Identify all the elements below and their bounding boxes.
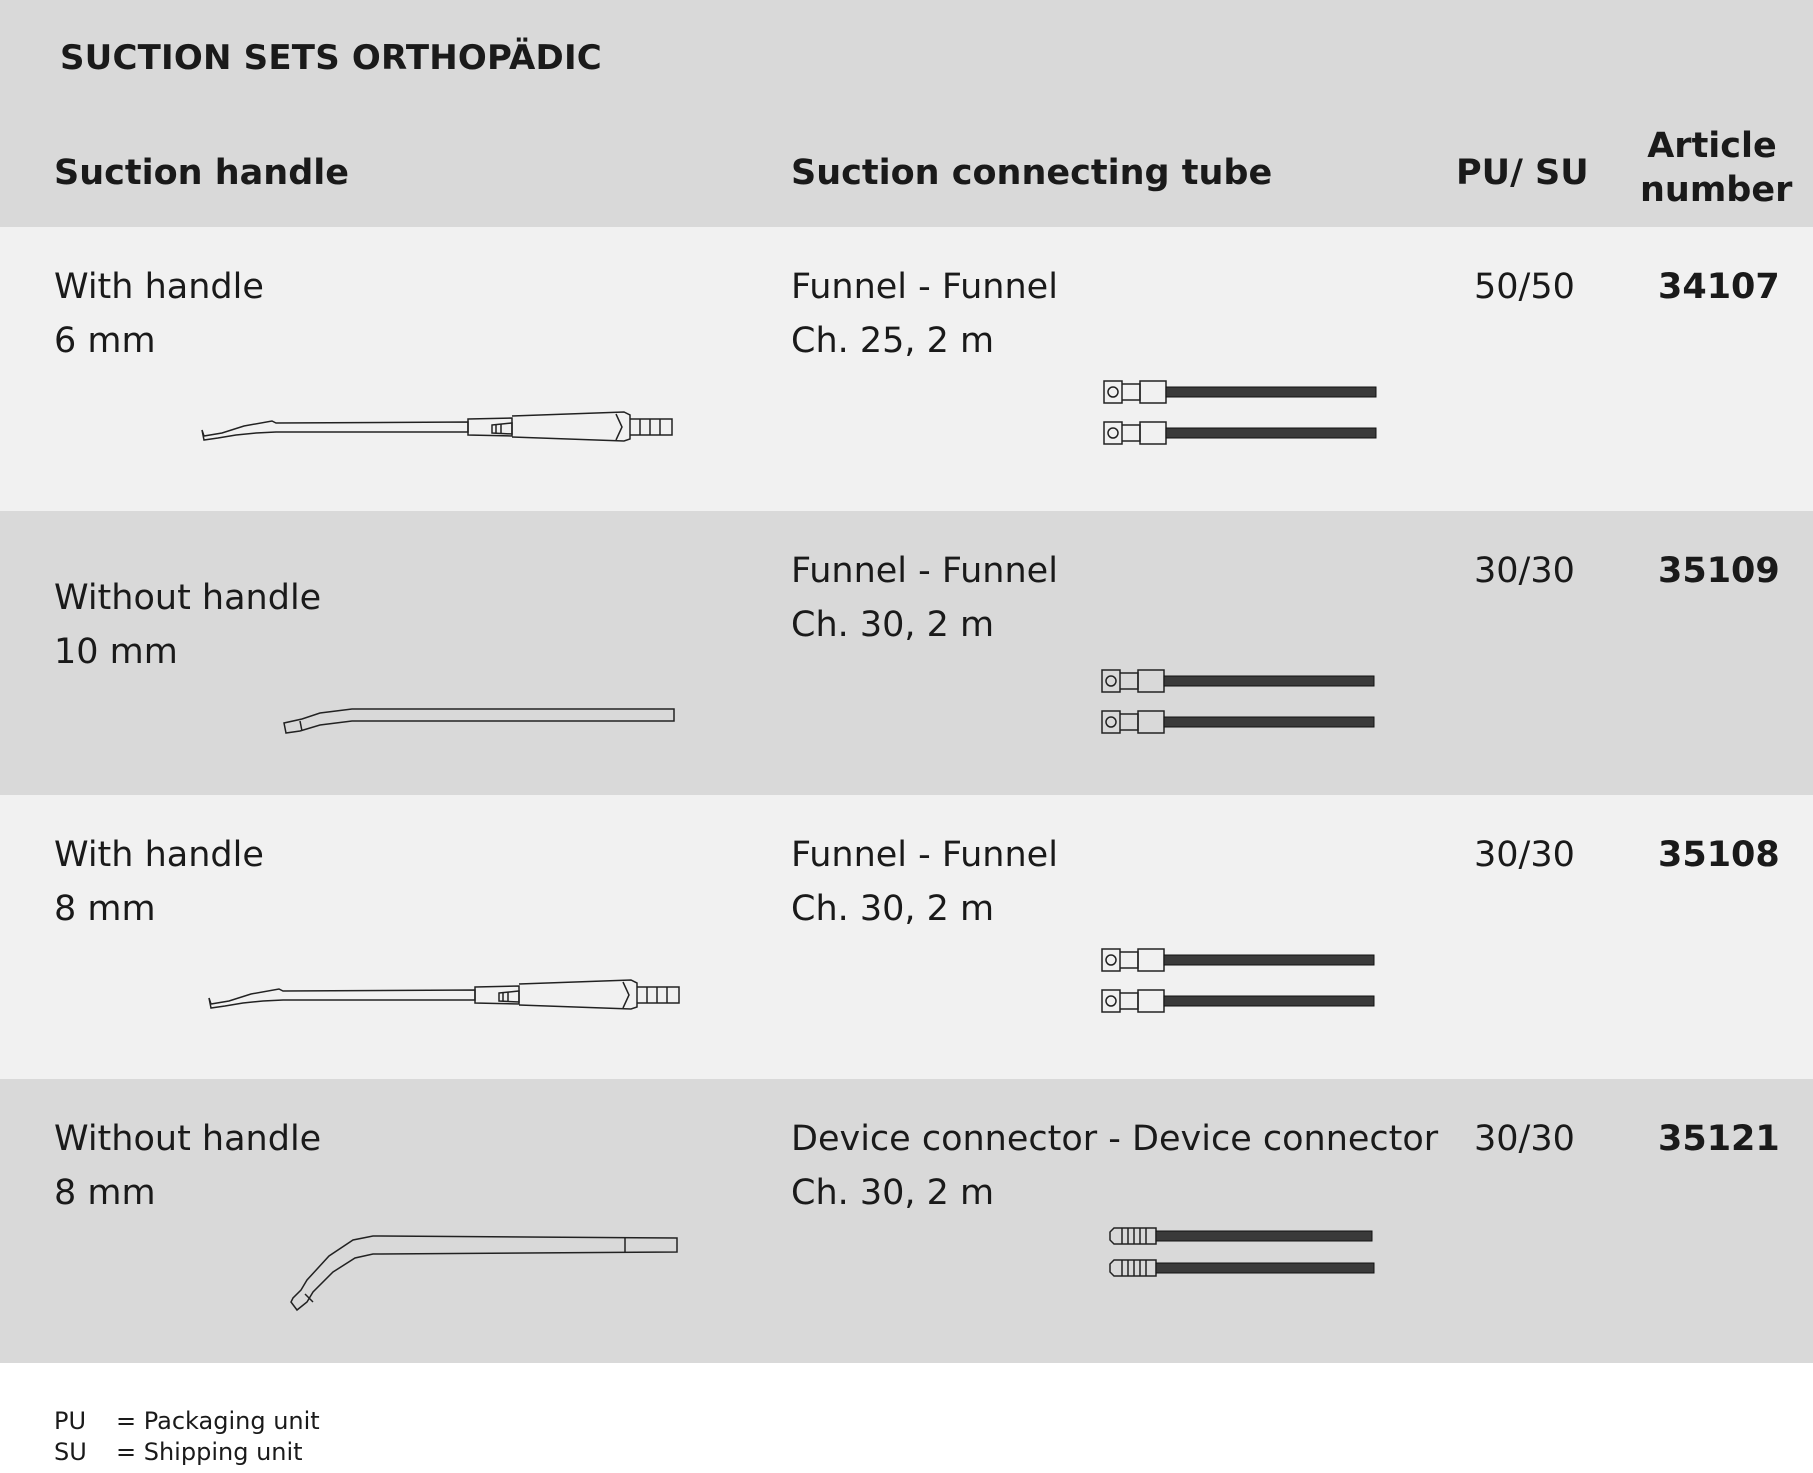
suction-tip-curved-icon [285, 1234, 685, 1314]
article-header-line1: Article [1647, 126, 1777, 166]
tube-size: Ch. 30, 2 m [791, 605, 995, 645]
funnel-tube-icon [1100, 377, 1380, 447]
column-header-connecting-tube: Suction connecting tube [791, 153, 1273, 193]
tube-size: Ch. 30, 2 m [791, 889, 995, 929]
legend-abbr: SU [54, 1438, 87, 1466]
tube-size: Ch. 25, 2 m [791, 321, 995, 361]
legend-item-pu [54, 1406, 320, 1437]
handle-description [54, 1112, 321, 1220]
tube-description [791, 260, 1058, 368]
column-header-article-number [1640, 124, 1793, 212]
pu-su-value: 50/50 [1474, 267, 1575, 307]
handle-type: With handle [54, 267, 264, 307]
legend-item-su [54, 1437, 320, 1468]
suction-handle-with-grip-icon [203, 960, 683, 1010]
pu-su-value: 30/30 [1474, 551, 1575, 591]
legend-text: = Shipping unit [116, 1438, 303, 1466]
column-header-pu-su: PU/ SU [1456, 153, 1589, 193]
handle-description [54, 571, 321, 679]
device-connector-tube-icon [1108, 1224, 1378, 1284]
handle-type: With handle [54, 835, 264, 875]
handle-size: 8 mm [54, 1173, 156, 1213]
tube-description [791, 544, 1058, 652]
tube-type: Funnel - Funnel [791, 835, 1058, 875]
tube-description [791, 828, 1058, 936]
tube-type: Funnel - Funnel [791, 551, 1058, 591]
tube-type: Funnel - Funnel [791, 267, 1058, 307]
page-title: SUCTION SETS ORTHOPÄDIC [60, 38, 602, 78]
funnel-tube-icon [1098, 666, 1378, 736]
handle-description [54, 828, 264, 936]
article-number: 35108 [1658, 835, 1780, 875]
handle-type: Without handle [54, 578, 322, 618]
table-row [0, 511, 1813, 795]
legend-abbr: PU [54, 1407, 87, 1435]
legend [54, 1406, 320, 1468]
table-row [0, 1079, 1813, 1363]
handle-size: 10 mm [54, 632, 178, 672]
article-number: 35121 [1658, 1119, 1780, 1159]
suction-handle-with-grip-icon [196, 392, 676, 442]
suction-tip-straight-icon [280, 701, 680, 741]
handle-size: 6 mm [54, 321, 156, 361]
pu-su-value: 30/30 [1474, 1119, 1575, 1159]
handle-description [54, 260, 264, 368]
article-number: 35109 [1658, 551, 1780, 591]
table-row [0, 795, 1813, 1079]
handle-type: Without handle [54, 1119, 322, 1159]
article-number: 34107 [1658, 267, 1780, 307]
legend-text: = Packaging unit [116, 1407, 320, 1435]
funnel-tube-icon [1098, 945, 1378, 1015]
table-row [0, 227, 1813, 511]
article-header-line2: number [1640, 170, 1793, 210]
tube-description [791, 1112, 1438, 1220]
handle-size: 8 mm [54, 889, 156, 929]
pu-su-value: 30/30 [1474, 835, 1575, 875]
tube-size: Ch. 30, 2 m [791, 1173, 995, 1213]
column-header-suction-handle: Suction handle [54, 153, 349, 193]
table-header [0, 0, 1813, 227]
tube-type: Device connector - Device connector [791, 1119, 1439, 1159]
